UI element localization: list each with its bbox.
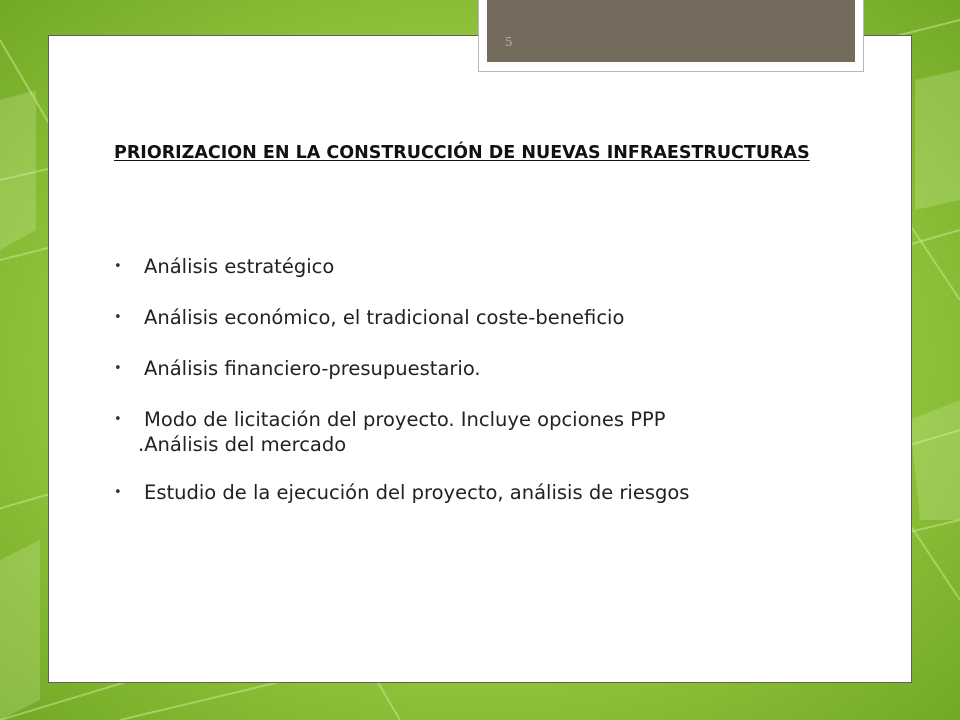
bullet-text: Análisis financiero-presupuestario.: [144, 357, 481, 380]
bullet-item: [114, 305, 854, 330]
bullet-text: Estudio de la ejecución del proyecto, análisis de riesgos: [144, 481, 690, 504]
page-number-tab: [478, 0, 864, 72]
bullet-text-line-2: .Análisis del mercado: [138, 433, 347, 456]
bullet-item: [114, 407, 854, 457]
bullet-text: Análisis económico, el tradicional coste-beneficio: [144, 306, 625, 329]
bullet-text-line-1: Modo de licitación del proyecto. Incluye opciones PPP: [144, 408, 666, 431]
slide-title: PRIORIZACION EN LA CONSTRUCCIÓN DE NUEVAS INFRAESTRUCTURAS: [114, 143, 810, 163]
page-number: 5: [505, 35, 513, 49]
bullet-list: [114, 254, 854, 531]
bullet-text: Análisis estratégico: [144, 255, 335, 278]
bullet-icon: •: [114, 361, 122, 376]
bullet-item: [114, 254, 854, 279]
bullet-icon: •: [114, 412, 122, 427]
bullet-icon: •: [114, 259, 122, 274]
bullet-icon: •: [114, 485, 122, 500]
page-number-tab-fill: [487, 0, 855, 62]
bullet-item: [114, 356, 854, 381]
bullet-item: [114, 480, 854, 505]
bullet-icon: •: [114, 310, 122, 325]
